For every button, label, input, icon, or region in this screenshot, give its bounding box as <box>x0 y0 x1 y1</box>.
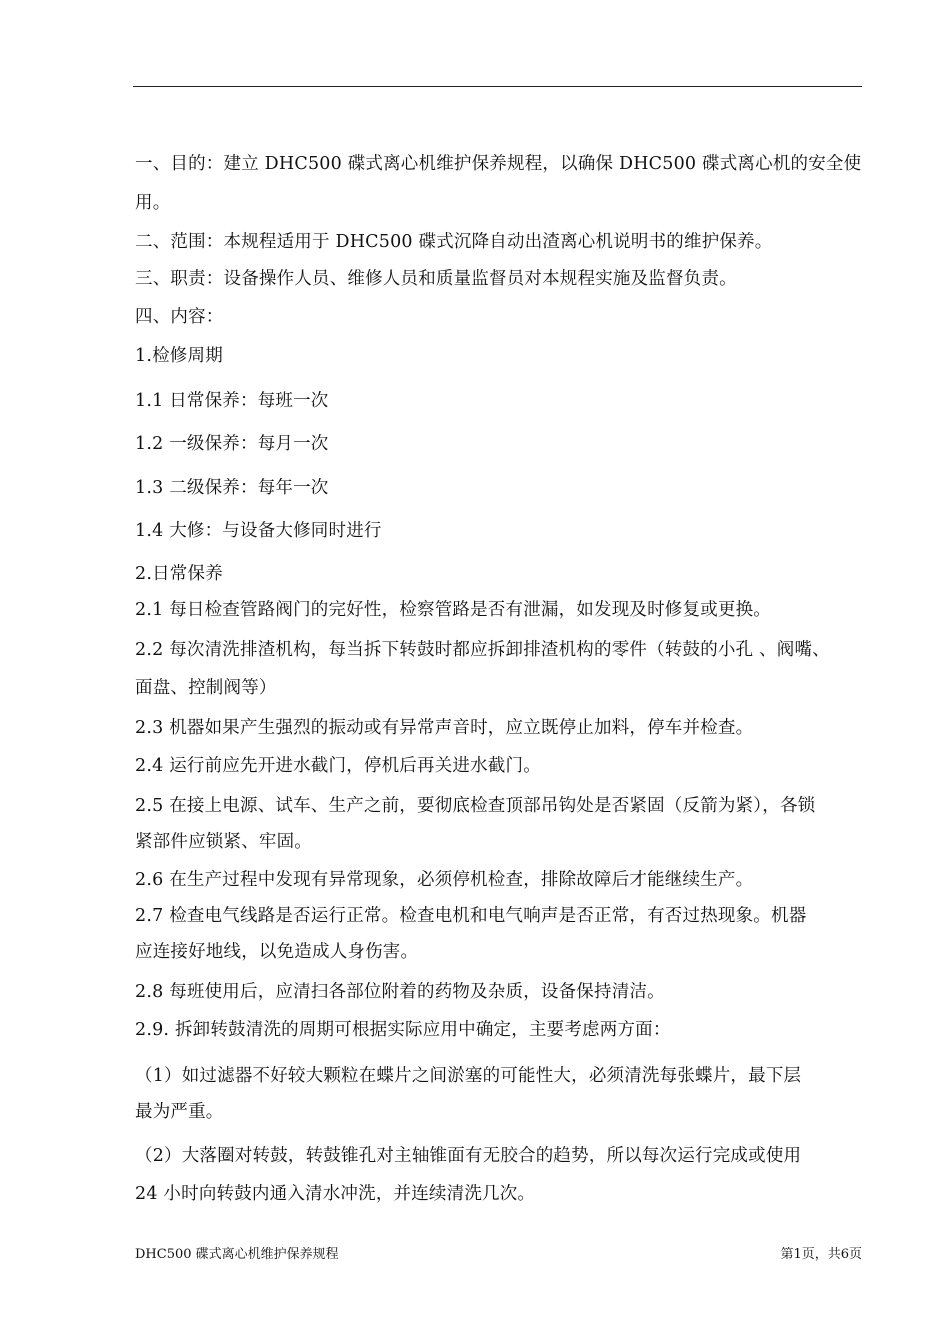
text-line-2-2b: 面盘、控制阀等） <box>135 678 277 698</box>
header-rule <box>133 86 862 87</box>
text-line-item-1b: 最为严重。 <box>135 1102 224 1122</box>
text-line-duty: 三、职责：设备操作人员、维修人员和质量监督员对本规程实施及监督负责。 <box>135 269 737 289</box>
text-line-2-2a: 2.2 每次清洗排渣机构，每当拆下转鼓时都应拆卸排渣机构的零件（转鼓的小孔 、阀嘴、 <box>135 640 830 660</box>
section-heading-2: 2.日常保养 <box>135 564 223 584</box>
text-line-1-1: 1.1 日常保养：每班一次 <box>135 391 329 411</box>
text-line-1-2: 1.2 一级保养：每月一次 <box>135 434 329 454</box>
text-line-2-5a: 2.5 在接上电源、试车、生产之前，要彻底检查顶部吊钩处是否紧固（反箭为紧），各锁 <box>135 796 816 816</box>
text-line-1-4: 1.4 大修：与设备大修同时进行 <box>135 521 382 541</box>
text-line-2-8: 2.8 每班使用后，应清扫各部位附着的药物及杂质，设备保持清洁。 <box>135 982 665 1002</box>
text-line-scope: 二、范围：本规程适用于 DHC500 碟式沉降自动出渣离心机说明书的维护保养。 <box>135 232 773 252</box>
text-line-item-1a: （1）如过滤器不好较大颗粒在蝶片之间淤塞的可能性大，必须清洗每张蝶片，最下层 <box>135 1066 802 1086</box>
text-line-1-3: 1.3 二级保养：每年一次 <box>135 478 329 498</box>
text-line-2-1: 2.1 每日检查管路阀门的完好性，检察管路是否有泄漏，如发现及时修复或更换。 <box>135 600 771 620</box>
text-line-objective-1: 一、目的：建立 DHC500 碟式离心机维护保养规程，以确保 DHC500 碟式离心机的安全使 <box>135 154 862 174</box>
text-line-2-7b: 应连接好地线，以免造成人身伤害。 <box>135 942 419 962</box>
section-heading-1: 1.检修周期 <box>135 346 223 366</box>
text-line-2-7a: 2.7 检查电气线路是否运行正常。检查电机和电气响声是否正常，有否过热现象。机器 <box>135 906 807 926</box>
text-line-2-3: 2.3 机器如果产生强烈的振动或有异常声音时，应立既停止加料，停车并检查。 <box>135 718 754 738</box>
text-line-content: 四、内容： <box>135 307 224 327</box>
text-line-item-2b: 24 小时向转鼓内通入清水冲洗，并连续清洗几次。 <box>135 1184 536 1204</box>
footer-page-number: 第1页，共6页 <box>780 1247 862 1262</box>
footer-document-title: DHC500 碟式离心机维护保养规程 <box>135 1247 339 1262</box>
text-line-2-5b: 紧部件应锁紧、牢固。 <box>135 832 312 852</box>
text-line-2-4: 2.4 运行前应先开进水截门，停机后再关进水截门。 <box>135 756 541 776</box>
text-line-2-6: 2.6 在生产过程中发现有异常现象，必须停机检查，排除故障后才能继续生产。 <box>135 870 754 890</box>
text-line-item-2a: （2）大落圈对转鼓，转鼓锥孔对主轴锥面有无胶合的趋势，所以每次运行完成或使用 <box>135 1146 802 1166</box>
text-line-objective-2: 用。 <box>135 193 171 213</box>
text-line-2-9: 2.9. 拆卸转鼓清洗的周期可根据实际应用中确定，主要考虑两方面： <box>135 1020 671 1040</box>
